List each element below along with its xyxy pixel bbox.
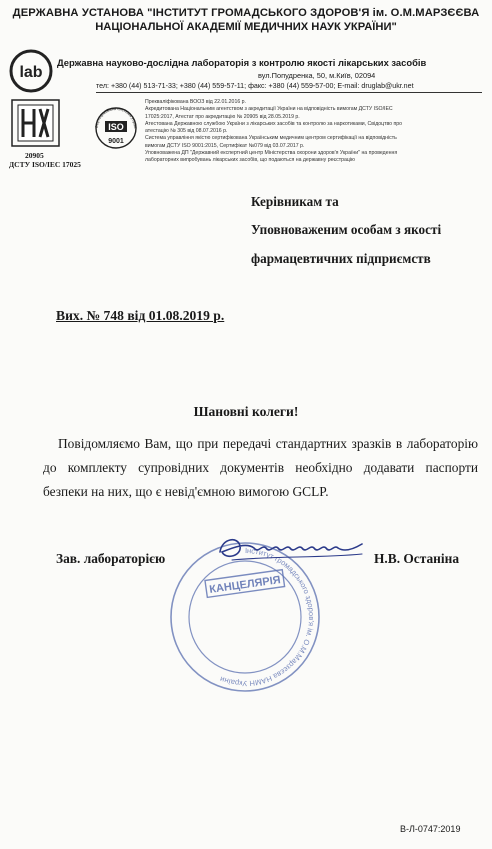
accreditation-mark-icon xyxy=(10,98,61,159)
iso-9001-logo xyxy=(90,98,142,154)
addressee-line1: Керівникам та xyxy=(251,194,339,209)
accreditation-line: Уповноважена ДП "Державний експертний центр Міністерства охорони здоров'я України" на проведення xyxy=(145,150,398,157)
stamp-center-text: КАНЦЕЛЯРІЯ xyxy=(208,574,282,596)
institution-title-line1: ДЕРЖАВНА УСТАНОВА "ІНСТИТУТ ГРОМАДСЬКОГО ЗДОРОВ'Я ім. О.М.МАРЗЄЄВА xyxy=(12,7,480,19)
accreditation-line: Система управління якістю сертифікована Українським медичним центром сертифікації на відповідність xyxy=(145,135,397,142)
outgoing-reference: Вих. № 748 від 01.08.2019 р. xyxy=(56,308,225,323)
iso-logo-number: 9001 xyxy=(108,138,124,145)
iso-logo-text: ISO xyxy=(108,122,124,132)
lab-logo-text: lab xyxy=(19,64,43,81)
accreditation-line: вимогам ДСТУ ISO 9001:2015, Сертифікат №079 від 03.07.2017 р. xyxy=(145,142,305,149)
greeting: Шановні колеги! xyxy=(193,404,299,419)
letter-body: Повідомляємо Вам, що при передачі стандартних зразків в лабораторію до комплекту супровідних документів необхідно додавати паспорти безпеки на них, що є невід'ємною вимогою GCLP. xyxy=(43,436,478,499)
lab-name: Державна науково-дослідна лабораторія з контролю якості лікарських засобів xyxy=(57,57,427,68)
accreditation-line: атестацію № 305 від 08.07.2016 р. xyxy=(145,128,228,135)
accreditation-line: 17025:2017, Атестат про акредитацію № 20905 від 28.05.2019 р. xyxy=(145,113,300,120)
iso-logo-ring-text: Сертифікована система управ xyxy=(93,105,139,129)
addressee-line2: Уповноваженим особам з якості xyxy=(251,222,442,237)
lab-address: вул.Попудренка, 50, м.Київ, 02094 xyxy=(258,71,376,80)
addressee-line3: фармацевтичних підприємств xyxy=(251,251,431,266)
certificate-standard: ДСТУ ISO/IEC 17025 xyxy=(9,160,81,169)
stamp-ring-text: Інститут громадського здоров'я ім. О.М.Марзєєва НАМН України xyxy=(218,545,316,689)
certificate-number: 20905 xyxy=(25,151,44,160)
lab-logo xyxy=(8,49,54,93)
signatory-name: Н.В. Останіна xyxy=(374,551,460,566)
header-divider xyxy=(96,92,482,93)
lab-contacts: тел: +380 (44) 513-71-33; +380 (44) 559-57-11; факс: +380 (44) 559-57-00; E-mail: druglab@ukr.net xyxy=(96,82,414,90)
accreditation-line: лабораторних випробувань лікарських засобів, що подаються на державну реєстрацію xyxy=(145,157,355,164)
accreditation-line: Акредитована Національним агентством з акредитації України на відповідність вимогам ДСТУ ISO/IEC xyxy=(145,106,393,113)
document-id: В-Л-0747:2019 xyxy=(400,824,461,834)
signatory-title: Зав. лабораторією xyxy=(56,551,166,566)
institution-title-line2: НАЦІОНАЛЬНОЇ АКАДЕМІЇ МЕДИЧНИХ НАУК УКРАЇНИ" xyxy=(95,21,397,33)
accreditation-line: Атестована Державною службою України з лікарських засобів та контролю за наркотиками, Свідоцтво про xyxy=(145,120,403,127)
accreditation-list xyxy=(145,99,490,165)
accreditation-line: Прекваліфікована ВООЗ від 22.01.2016 р. xyxy=(145,99,246,105)
handwritten-signature xyxy=(212,530,372,570)
